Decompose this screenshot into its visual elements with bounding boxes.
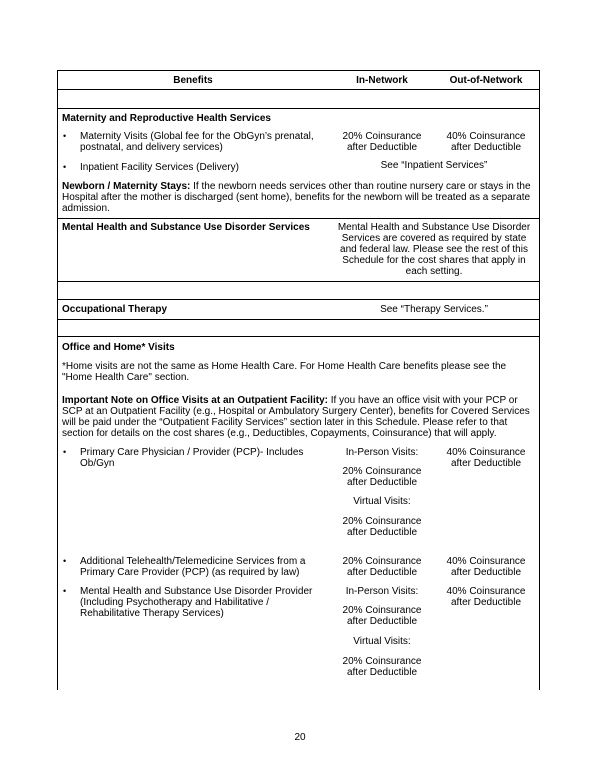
row-divider	[57, 218, 540, 219]
in-network-value: after Deductible	[346, 477, 418, 488]
out-network-value: 40% Coinsurance	[446, 586, 526, 597]
home-visits-note-line: "Home Health Care" section.	[62, 372, 190, 383]
bullet-icon: •	[63, 131, 67, 141]
coverage-note-line: and federal law. Please see the rest of this	[340, 244, 528, 255]
bullet-icon: •	[63, 556, 67, 566]
header-in-network: In-Network	[356, 75, 408, 86]
inpatient-delivery-value: See “Inpatient Services”	[380, 160, 488, 171]
pcp-label-line: Ob/Gyn	[80, 458, 115, 469]
out-network-value: after Deductible	[450, 142, 522, 153]
mh-provider-label-line: (Including Psychotherapy and Habilitative /	[80, 597, 269, 608]
pcp-in-network	[333, 447, 431, 538]
section-title-mental-health: Mental Health and Substance Use Disorder Services	[62, 222, 310, 233]
in-network-value: 20% Coinsurance	[342, 466, 422, 477]
mh-provider-out-network	[437, 586, 535, 608]
telehealth-label-line: Additional Telehealth/Telemedicine Services from a	[80, 556, 306, 567]
in-network-value: 20% Coinsurance	[342, 605, 422, 616]
newborn-note-heading: Newborn / Maternity Stays:	[62, 181, 191, 192]
pcp-out-network	[437, 447, 535, 469]
important-note-text: SCP at an Outpatient Facility (e.g., Hospital or Ambulatory Surgery Center), benefits for Covered Services	[62, 406, 530, 417]
page-number: 20	[294, 732, 306, 743]
mh-provider-label	[80, 586, 325, 619]
in-network-value: after Deductible	[346, 616, 418, 627]
important-note-text: will be paid under the “Outpatient Facility Services” section later in this Schedule. Please refer to that	[62, 417, 508, 428]
important-note	[62, 395, 536, 439]
coverage-note-line: Mental Health and Substance Use Disorder	[337, 222, 531, 233]
in-person-label: In-Person Visits:	[345, 447, 419, 458]
in-network-value: 20% Coinsurance	[342, 131, 422, 142]
virtual-label: Virtual Visits:	[353, 496, 411, 507]
bullet-icon: •	[63, 162, 67, 172]
mh-provider-label-line: Rehabilitative Therapy Services)	[80, 608, 224, 619]
out-network-value: after Deductible	[450, 458, 522, 469]
coverage-note-line: Schedule for the cost shares that apply in	[342, 255, 526, 266]
out-network-value: 40% Coinsurance	[446, 556, 526, 567]
in-network-value: 20% Coinsurance	[342, 516, 422, 527]
row-divider	[57, 299, 540, 300]
in-person-label: In-Person Visits:	[345, 586, 419, 597]
in-network-value: 20% Coinsurance	[342, 656, 422, 667]
maternity-visits-out-network	[437, 131, 535, 153]
home-visits-note	[62, 361, 536, 383]
telehealth-label	[80, 556, 325, 578]
row-divider	[57, 89, 540, 90]
newborn-note-text: If the newborn needs services other than routine nursery care or stays in the	[190, 181, 531, 192]
occupational-therapy-value: See “Therapy Services.”	[380, 304, 488, 315]
telehealth-label-line: Primary Care Provider (PCP) (as required by law)	[80, 567, 300, 578]
pcp-label-line: Primary Care Physician / Provider (PCP)- Includes	[80, 447, 304, 458]
pcp-label	[80, 447, 325, 469]
important-note-text: If you have an office visit with your PCP or	[327, 395, 518, 406]
out-network-value: 40% Coinsurance	[446, 131, 526, 142]
telehealth-in-network	[333, 556, 431, 578]
coverage-note-line: each setting.	[405, 266, 463, 277]
row-divider	[57, 319, 540, 320]
coverage-note-line: Services are covered as required by state	[341, 233, 527, 244]
virtual-label: Virtual Visits:	[353, 636, 411, 647]
bullet-icon: •	[63, 586, 67, 596]
maternity-visits-label	[80, 131, 325, 153]
row-divider	[57, 281, 540, 282]
newborn-note-text: Hospital after the mother is discharged (sent home), benefits for the newborn will be treated as a separate	[62, 192, 531, 203]
newborn-note	[62, 181, 536, 214]
in-network-value: 20% Coinsurance	[342, 556, 422, 567]
in-network-value: after Deductible	[346, 567, 418, 578]
home-visits-note-line: *Home visits are not the same as Home Health Care. For Home Health Care benefits please see the	[62, 361, 507, 372]
section-title-maternity: Maternity and Reproductive Health Services	[62, 113, 271, 124]
important-note-heading: Important Note on Office Visits at an Outpatient Facility:	[62, 395, 328, 406]
out-network-value: after Deductible	[450, 567, 522, 578]
out-network-value: 40% Coinsurance	[446, 447, 526, 458]
out-network-value: after Deductible	[450, 597, 522, 608]
in-network-value: after Deductible	[346, 142, 418, 153]
in-network-value: after Deductible	[346, 667, 418, 678]
mental-health-coverage-note	[330, 222, 538, 277]
important-note-text: section for details on the cost shares (e.g., Deductibles, Copayments, Coinsurance) that will apply.	[62, 428, 497, 439]
in-network-value: after Deductible	[346, 527, 418, 538]
maternity-visits-line2: postnatal, and delivery services)	[80, 142, 223, 153]
maternity-visits-in-network	[333, 131, 431, 153]
inpatient-delivery-label: Inpatient Facility Services (Delivery)	[80, 162, 239, 173]
bullet-icon: •	[63, 447, 67, 457]
maternity-visits-line1: Maternity Visits (Global fee for the ObGyn’s prenatal,	[80, 131, 314, 142]
row-divider	[57, 336, 540, 337]
header-benefits: Benefits	[173, 75, 213, 86]
mh-provider-label-line: Mental Health and Substance Use Disorder Provider	[80, 586, 313, 597]
mh-provider-in-network	[333, 586, 431, 678]
section-title-office-visits: Office and Home* Visits	[62, 342, 175, 353]
newborn-note-text: admission.	[62, 203, 110, 214]
row-divider	[57, 108, 540, 109]
header-out-of-network: Out-of-Network	[449, 75, 523, 86]
section-title-occupational-therapy: Occupational Therapy	[62, 304, 168, 315]
telehealth-out-network	[437, 556, 535, 578]
